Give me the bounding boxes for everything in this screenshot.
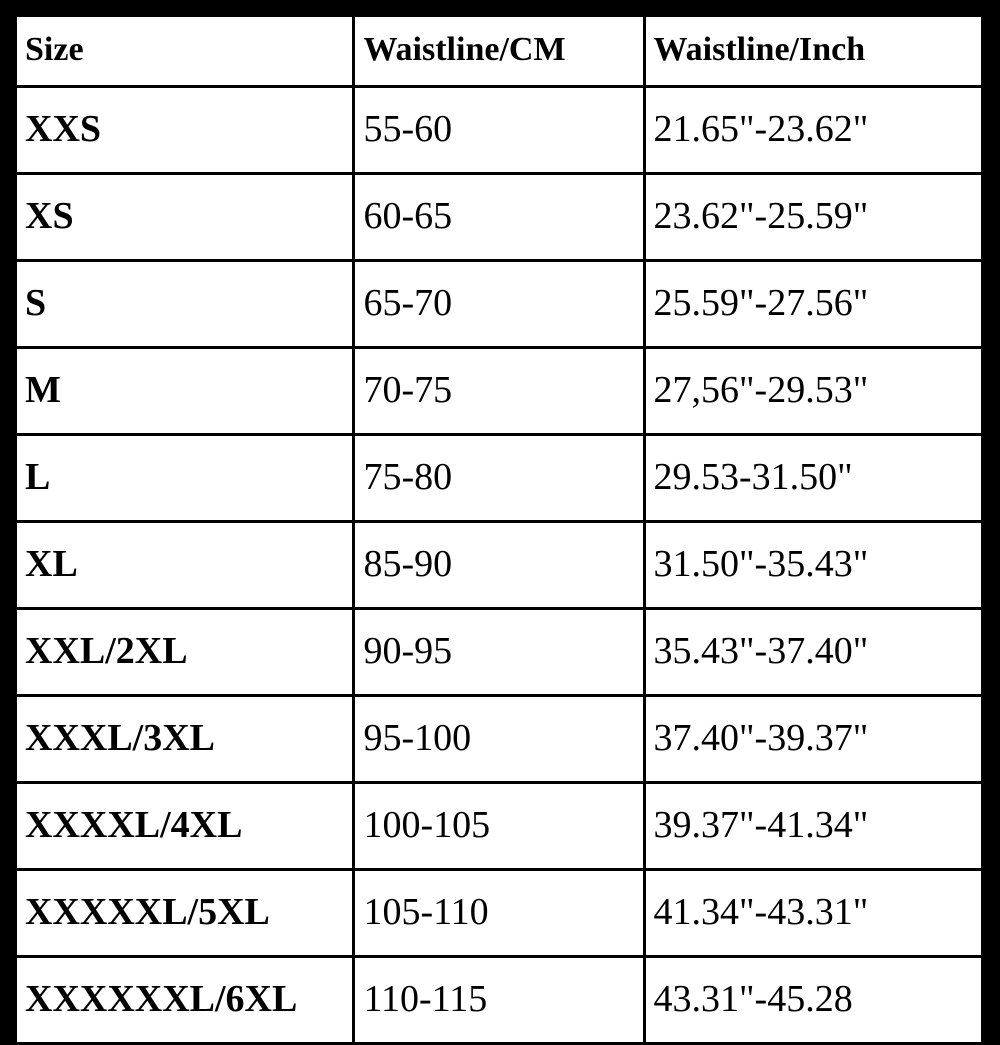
cell-size: M	[16, 348, 354, 435]
table-row	[16, 261, 983, 348]
cell-waistline-inch: 39.37"-41.34"	[644, 783, 982, 870]
column-header-waistline-cm: Waistline/CM	[354, 16, 644, 87]
table-row	[16, 783, 983, 870]
cell-waistline-inch: 35.43"-37.40"	[644, 609, 982, 696]
cell-waistline-cm: 90-95	[354, 609, 644, 696]
cell-size: XXL/2XL	[16, 609, 354, 696]
cell-waistline-cm: 70-75	[354, 348, 644, 435]
table-row	[16, 348, 983, 435]
size-chart-container	[14, 14, 984, 1020]
table-row	[16, 522, 983, 609]
table-row	[16, 696, 983, 783]
table-body	[16, 87, 983, 1044]
cell-waistline-inch: 43.31"-45.28	[644, 957, 982, 1044]
cell-waistline-inch: 31.50"-35.43"	[644, 522, 982, 609]
cell-waistline-inch: 23.62"-25.59"	[644, 174, 982, 261]
cell-size: XXXL/3XL	[16, 696, 354, 783]
cell-waistline-cm: 110-115	[354, 957, 644, 1044]
cell-size: XXXXL/4XL	[16, 783, 354, 870]
table-row	[16, 870, 983, 957]
table-row	[16, 87, 983, 174]
cell-waistline-inch: 27,56"-29.53"	[644, 348, 982, 435]
table-row	[16, 609, 983, 696]
cell-size: S	[16, 261, 354, 348]
cell-waistline-cm: 55-60	[354, 87, 644, 174]
cell-waistline-inch: 21.65"-23.62"	[644, 87, 982, 174]
cell-size: XXS	[16, 87, 354, 174]
cell-size: XXXXXXL/6XL	[16, 957, 354, 1044]
cell-size: L	[16, 435, 354, 522]
table-header-row	[16, 16, 983, 87]
cell-waistline-cm: 85-90	[354, 522, 644, 609]
cell-size: XXXXXL/5XL	[16, 870, 354, 957]
cell-waistline-inch: 41.34"-43.31"	[644, 870, 982, 957]
size-chart-table	[14, 14, 984, 1045]
cell-size: XL	[16, 522, 354, 609]
column-header-size: Size	[16, 16, 354, 87]
cell-waistline-cm: 100-105	[354, 783, 644, 870]
cell-waistline-cm: 95-100	[354, 696, 644, 783]
table-row	[16, 174, 983, 261]
cell-waistline-cm: 75-80	[354, 435, 644, 522]
table-row	[16, 435, 983, 522]
cell-waistline-cm: 105-110	[354, 870, 644, 957]
cell-waistline-cm: 65-70	[354, 261, 644, 348]
cell-waistline-inch: 29.53-31.50"	[644, 435, 982, 522]
cell-waistline-inch: 37.40"-39.37"	[644, 696, 982, 783]
table-row	[16, 957, 983, 1044]
column-header-waistline-inch: Waistline/Inch	[644, 16, 982, 87]
cell-size: XS	[16, 174, 354, 261]
table-header	[16, 16, 983, 87]
cell-waistline-cm: 60-65	[354, 174, 644, 261]
cell-waistline-inch: 25.59"-27.56"	[644, 261, 982, 348]
